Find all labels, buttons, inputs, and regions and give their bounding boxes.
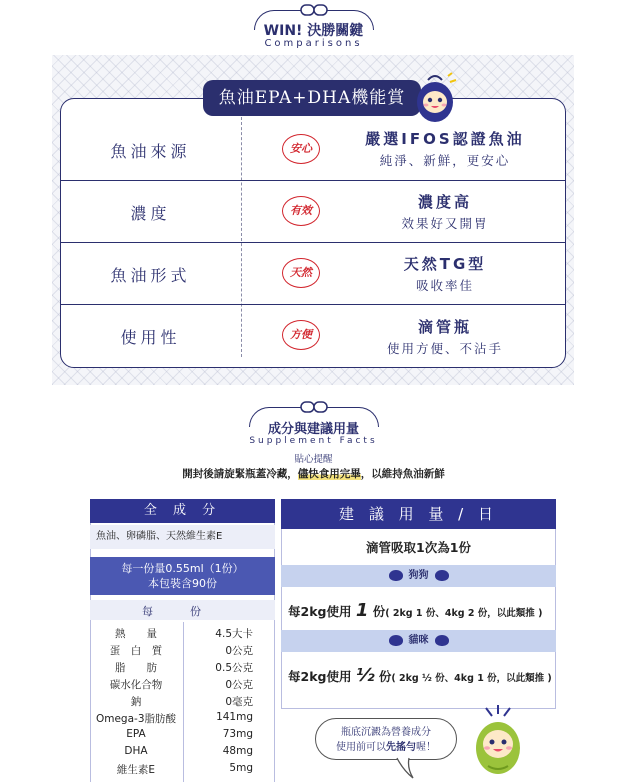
stamp-convenient: 方便 [282, 320, 320, 350]
badge-title: 成分與建議用量 [267, 422, 359, 437]
nutrition-row [90, 626, 275, 642]
cat-label: 貓咪 [408, 635, 429, 646]
nutrient-name: 鈉 [130, 696, 142, 708]
per-serving-label [90, 600, 275, 620]
fish-mascot-icon [410, 72, 460, 124]
feature-subtitle: 效果好又開胃 [401, 216, 489, 231]
category-concentration: 濃度 [130, 204, 171, 223]
badge-subtitle: Comparisons [264, 38, 363, 49]
cat-dose-text: 每2kg使用 [288, 669, 352, 684]
nutrition-row [90, 694, 275, 710]
nutrition-row [90, 762, 275, 778]
dog-dose-note: ( 2kg 1 份、4kg 2 份，以此類推 ) [385, 608, 543, 619]
nutrient-value: 73mg [222, 728, 253, 740]
nutrition-row [90, 677, 275, 693]
nutrient-name: 碳水化合物 [109, 679, 163, 691]
bubble-line-2 [316, 740, 456, 755]
dog-dosage [288, 600, 563, 621]
nutrient-value: 5mg [229, 762, 253, 774]
feature-title: 濃度高 [417, 193, 472, 211]
nutrient-value: 141mg [216, 711, 253, 723]
knot-icon [299, 3, 329, 17]
serving-line-2: 本包裝含90份 [148, 577, 217, 590]
serving-size [90, 557, 275, 595]
cat-bar [281, 630, 556, 652]
cat-dose-unit: 份 [378, 669, 392, 684]
feature-subtitle: 使用方便、不沾手 [386, 341, 503, 356]
tip-text [0, 466, 627, 481]
tip-text-b: ，以維持魚油新鮮 [360, 468, 445, 480]
row-divider [60, 304, 566, 305]
dog-bar [281, 565, 556, 587]
dog-face-icon [389, 570, 403, 581]
ingredients-list: 魚油、卵磷脂、天然維生素E [90, 525, 275, 549]
bubble-tail [395, 756, 417, 780]
nutrient-name: 維生素E [116, 764, 156, 776]
row-divider [60, 180, 566, 181]
feature-title: 滴管瓶 [417, 318, 472, 336]
feature-title: 天然TG型 [403, 255, 487, 273]
nutrient-value: 48mg [222, 745, 253, 757]
dosage-instruction: 滴管吸取1次為1份 [366, 540, 471, 555]
stamp-natural: 天然 [282, 258, 320, 288]
nutrient-value: 0公克 [225, 645, 253, 657]
badge-subtitle: Supplement Facts [249, 436, 378, 446]
category-usability: 使用性 [120, 328, 181, 347]
nutrient-name: DHA [124, 745, 148, 757]
tip-text-highlight: 儘快食用完畢 [297, 468, 361, 480]
category-form: 魚油形式 [110, 266, 191, 285]
nutrition-row [90, 711, 275, 727]
dog-dose-unit: 份 [372, 604, 386, 619]
nutrition-row [90, 745, 275, 761]
nutrient-name: 脂 肪 [115, 662, 157, 674]
per-label-b: 份 [190, 605, 201, 618]
bubble-text-b: 喔！ [416, 742, 436, 753]
nutrient-value: 0毫克 [225, 696, 253, 708]
stamp-safe: 安心 [282, 134, 320, 164]
feature-title: 嚴選IFOS認證魚油 [365, 130, 525, 148]
nutrition-row [90, 660, 275, 676]
row-divider [60, 242, 566, 243]
tip-label: 貼心提醒 [294, 454, 333, 465]
category-source: 魚油來源 [110, 142, 191, 161]
nutrition-row [90, 728, 275, 744]
stamp-effective: 有效 [282, 196, 320, 226]
cat-dose-note: ( 2kg ½ 份、4kg 1 份，以此類推 ) [391, 673, 552, 684]
feature-subtitle: 純淨、新鮮，更安心 [379, 153, 511, 168]
nutrient-name: Omega-3脂肪酸 [95, 713, 177, 725]
column-divider [241, 117, 242, 357]
tip-text-a: 開封後請旋緊瓶蓋冷藏， [182, 468, 298, 480]
nutrient-value: 4.5大卡 [215, 628, 253, 640]
green-fish-mascot-icon [466, 704, 530, 782]
cat-face-icon [389, 635, 403, 646]
badge-title: WIN! 決勝關鍵 [263, 23, 364, 39]
nutrition-row [90, 643, 275, 659]
comparison-banner: 魚油EPA+DHA機能賞 [203, 80, 421, 116]
cat-face-icon [435, 635, 449, 646]
cat-dose-amount: ½ [355, 665, 375, 686]
speech-bubble [315, 718, 457, 760]
ingredients-header: 全 成 分 [90, 499, 275, 523]
dog-dose-amount: 1 [355, 600, 369, 621]
bubble-text-a: 使用前可以 [336, 742, 386, 753]
per-label-a: 每 [142, 605, 153, 618]
nutrient-value: 0.5公克 [215, 662, 253, 674]
nutrient-name: EPA [126, 728, 146, 740]
bubble-line-1: 瓶底沉澱為營養成分 [341, 727, 431, 738]
dog-face-icon [435, 570, 449, 581]
dog-label: 狗狗 [408, 570, 429, 581]
dog-dose-text: 每2kg使用 [288, 604, 352, 619]
nutrient-value: 0公克 [225, 679, 253, 691]
serving-line-1: 每一份量0.55ml（1份） [121, 562, 244, 575]
cat-dosage [288, 665, 563, 686]
nutrient-name: 熱 量 [115, 628, 157, 640]
nutrient-name: 蛋 白 質 [109, 645, 163, 657]
bubble-text-bold: 先搖勻 [386, 742, 416, 753]
dosage-header: 建 議 用 量 / 日 [281, 499, 556, 529]
knot-icon [299, 400, 329, 414]
feature-subtitle: 吸收率佳 [415, 278, 474, 293]
